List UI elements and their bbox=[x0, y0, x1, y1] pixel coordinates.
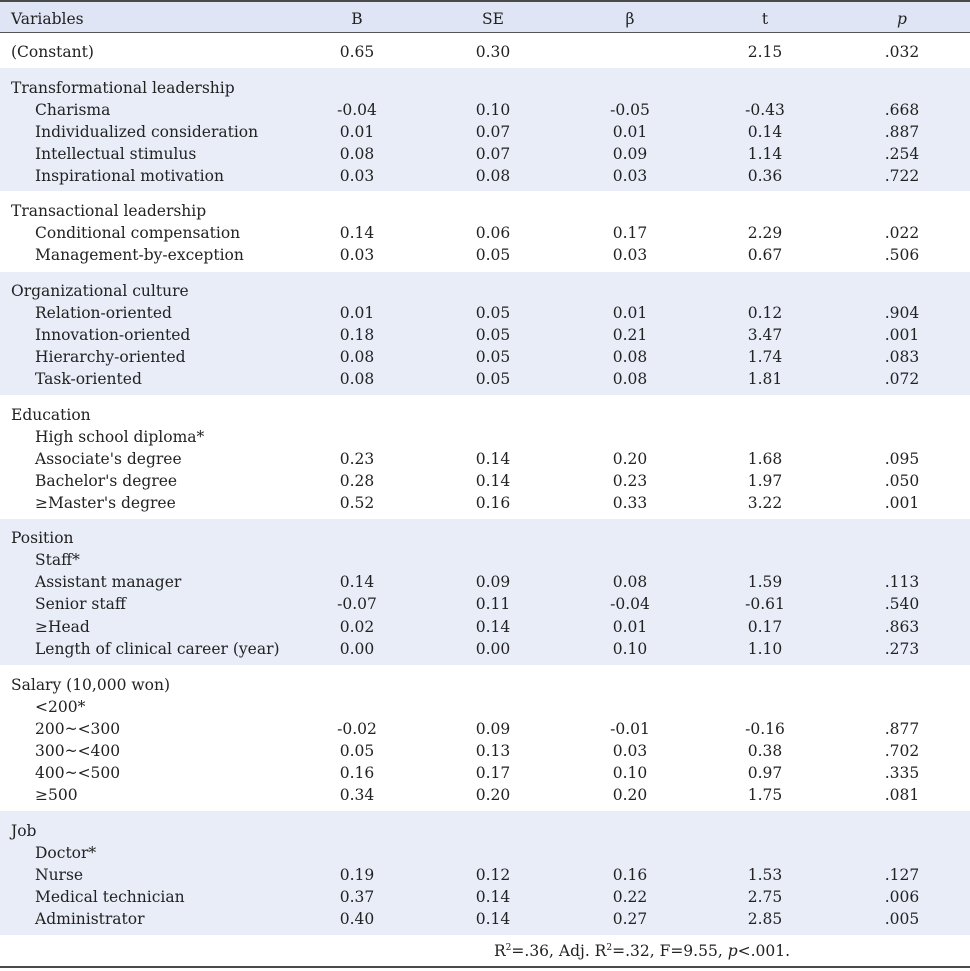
row-label: Education bbox=[11, 406, 91, 424]
table-row bbox=[0, 222, 970, 244]
cell-beta: 0.20 bbox=[612, 786, 648, 804]
row-label: Position bbox=[11, 529, 74, 547]
row-label: <200* bbox=[35, 698, 86, 716]
cell-b: -0.04 bbox=[337, 101, 377, 119]
cell-t: 1.59 bbox=[747, 573, 783, 591]
cell-p: .083 bbox=[884, 348, 920, 366]
f-stat: =.32, F=9.55, bbox=[612, 942, 728, 960]
cell-beta: 0.33 bbox=[612, 494, 648, 512]
cell-p: .668 bbox=[884, 101, 920, 119]
table-row bbox=[0, 593, 970, 615]
cell-beta: 0.08 bbox=[612, 573, 648, 591]
table-row bbox=[0, 346, 970, 368]
cell-t: 1.81 bbox=[747, 370, 783, 388]
row-label: Task-oriented bbox=[35, 370, 142, 388]
cell-b: -0.07 bbox=[337, 595, 377, 613]
group-heading-row bbox=[0, 527, 970, 549]
cell-beta: 0.10 bbox=[612, 640, 648, 658]
cell-b: 0.08 bbox=[339, 348, 375, 366]
cell-t: -0.16 bbox=[745, 720, 785, 738]
cell-se: 0.12 bbox=[475, 866, 511, 884]
group-heading-row bbox=[0, 404, 970, 426]
cell-se: 0.10 bbox=[475, 101, 511, 119]
row-label: Doctor* bbox=[35, 844, 97, 862]
table-row bbox=[0, 842, 970, 864]
table-row bbox=[0, 864, 970, 886]
row-label: Nurse bbox=[35, 866, 84, 884]
row-label: Medical technician bbox=[35, 888, 185, 906]
r2-prefix: R bbox=[494, 942, 506, 960]
group-heading-row bbox=[0, 200, 970, 222]
table-row bbox=[0, 549, 970, 571]
cell-se: 0.06 bbox=[475, 224, 511, 242]
row-label: Staff* bbox=[35, 551, 80, 569]
cell-t: -0.43 bbox=[745, 101, 785, 119]
cell-t: 3.22 bbox=[747, 494, 783, 512]
cell-t: 1.97 bbox=[747, 472, 783, 490]
row-label: ≥500 bbox=[35, 786, 78, 804]
bottom-rule bbox=[0, 966, 970, 968]
row-label: 300~<400 bbox=[35, 742, 121, 760]
cell-t: 0.17 bbox=[747, 618, 783, 636]
cell-b: 0.01 bbox=[339, 304, 375, 322]
cell-b: 0.08 bbox=[339, 370, 375, 388]
cell-t: 0.67 bbox=[747, 246, 783, 264]
table-row bbox=[0, 616, 970, 638]
row-label: Individualized consideration bbox=[35, 123, 259, 141]
cell-p: .006 bbox=[884, 888, 920, 906]
row-label: Length of clinical career (year) bbox=[35, 640, 280, 658]
cell-b: 0.40 bbox=[339, 910, 375, 928]
table-row bbox=[0, 244, 970, 266]
header-t: t bbox=[761, 10, 769, 28]
cell-b: 0.37 bbox=[339, 888, 375, 906]
cell-se: 0.30 bbox=[475, 43, 511, 61]
cell-b: 0.01 bbox=[339, 123, 375, 141]
cell-beta: 0.01 bbox=[612, 618, 648, 636]
cell-beta: 0.23 bbox=[612, 472, 648, 490]
cell-t: 3.47 bbox=[747, 326, 783, 344]
cell-t: 0.97 bbox=[747, 764, 783, 782]
cell-b: 0.16 bbox=[339, 764, 375, 782]
cell-p: .005 bbox=[884, 910, 920, 928]
group-heading-row bbox=[0, 674, 970, 696]
cell-p: .887 bbox=[884, 123, 920, 141]
row-label: Associate's degree bbox=[35, 450, 182, 468]
table-row bbox=[0, 99, 970, 121]
cell-b: 0.00 bbox=[339, 640, 375, 658]
cell-se: 0.05 bbox=[475, 246, 511, 264]
table-row bbox=[0, 492, 970, 514]
header-beta: β bbox=[625, 10, 635, 28]
cell-t: 1.68 bbox=[747, 450, 783, 468]
cell-se: 0.16 bbox=[475, 494, 511, 512]
row-label: (Constant) bbox=[11, 43, 94, 61]
cell-b: 0.34 bbox=[339, 786, 375, 804]
table-row bbox=[0, 324, 970, 346]
row-label: ≥Master's degree bbox=[35, 494, 176, 512]
cell-t: 2.29 bbox=[747, 224, 783, 242]
table-row bbox=[0, 571, 970, 593]
cell-p: .113 bbox=[884, 573, 920, 591]
cell-t: 1.10 bbox=[747, 640, 783, 658]
cell-se: 0.14 bbox=[475, 472, 511, 490]
cell-p: .001 bbox=[884, 326, 920, 344]
table-row bbox=[0, 165, 970, 187]
cell-p: .050 bbox=[884, 472, 920, 490]
cell-b: 0.65 bbox=[339, 43, 375, 61]
cell-se: 0.05 bbox=[475, 326, 511, 344]
adj-r2-sup: 2 bbox=[606, 943, 613, 953]
cell-p: .904 bbox=[884, 304, 920, 322]
cell-p: .022 bbox=[884, 224, 920, 242]
cell-t: 2.85 bbox=[747, 910, 783, 928]
cell-p: .335 bbox=[884, 764, 920, 782]
cell-se: 0.20 bbox=[475, 786, 511, 804]
cell-t: 1.74 bbox=[747, 348, 783, 366]
cell-b: 0.52 bbox=[339, 494, 375, 512]
table-row bbox=[0, 470, 970, 492]
cell-p: .032 bbox=[884, 43, 920, 61]
cell-b: 0.14 bbox=[339, 573, 375, 591]
p-symbol: p bbox=[727, 942, 738, 960]
p-threshold: <.001. bbox=[737, 942, 791, 960]
row-label: Administrator bbox=[35, 910, 145, 928]
table-row bbox=[0, 718, 970, 740]
row-label: 200~<300 bbox=[35, 720, 121, 738]
row-label: Job bbox=[11, 822, 37, 840]
cell-beta: -0.05 bbox=[610, 101, 650, 119]
cell-beta: 0.27 bbox=[612, 910, 648, 928]
table-row bbox=[0, 41, 970, 63]
cell-b: 0.28 bbox=[339, 472, 375, 490]
row-label: Transformational leadership bbox=[11, 79, 235, 97]
cell-t: -0.61 bbox=[745, 595, 785, 613]
cell-se: 0.17 bbox=[475, 764, 511, 782]
cell-b: 0.08 bbox=[339, 145, 375, 163]
cell-p: .072 bbox=[884, 370, 920, 388]
row-label: Transactional leadership bbox=[11, 202, 207, 220]
cell-t: 0.38 bbox=[747, 742, 783, 760]
cell-se: 0.14 bbox=[475, 618, 511, 636]
row-label: Intellectual stimulus bbox=[35, 145, 197, 163]
table-row bbox=[0, 908, 970, 930]
cell-se: 0.14 bbox=[475, 910, 511, 928]
cell-b: 0.19 bbox=[339, 866, 375, 884]
cell-beta: 0.09 bbox=[612, 145, 648, 163]
cell-beta: 0.21 bbox=[612, 326, 648, 344]
cell-beta: 0.01 bbox=[612, 304, 648, 322]
cell-p: .273 bbox=[884, 640, 920, 658]
row-label: 400~<500 bbox=[35, 764, 121, 782]
cell-beta: 0.08 bbox=[612, 348, 648, 366]
cell-beta: 0.16 bbox=[612, 866, 648, 884]
cell-beta: 0.03 bbox=[612, 167, 648, 185]
cell-p: .127 bbox=[884, 866, 920, 884]
row-label: Bachelor's degree bbox=[35, 472, 178, 490]
cell-p: .081 bbox=[884, 786, 920, 804]
cell-se: 0.08 bbox=[475, 167, 511, 185]
row-label: Inspirational motivation bbox=[35, 167, 224, 185]
header-variables: Variables bbox=[11, 10, 84, 28]
table-row bbox=[0, 638, 970, 660]
table-row bbox=[0, 886, 970, 908]
row-label: High school diploma* bbox=[35, 428, 205, 446]
cell-beta: 0.10 bbox=[612, 764, 648, 782]
table-row bbox=[0, 143, 970, 165]
row-label: Management-by-exception bbox=[35, 246, 244, 264]
row-label: Assistant manager bbox=[35, 573, 182, 591]
table-row bbox=[0, 448, 970, 470]
cell-se: 0.00 bbox=[475, 640, 511, 658]
cell-se: 0.05 bbox=[475, 370, 511, 388]
cell-beta: 0.03 bbox=[612, 742, 648, 760]
row-label: Hierarchy-oriented bbox=[35, 348, 186, 366]
row-label: Charisma bbox=[35, 101, 111, 119]
cell-se: 0.07 bbox=[475, 123, 511, 141]
group-heading-row bbox=[0, 280, 970, 302]
cell-t: 0.36 bbox=[747, 167, 783, 185]
cell-b: 0.02 bbox=[339, 618, 375, 636]
cell-se: 0.14 bbox=[475, 888, 511, 906]
cell-p: .095 bbox=[884, 450, 920, 468]
header-p: p bbox=[897, 10, 907, 28]
cell-t: 0.14 bbox=[747, 123, 783, 141]
row-label: Conditional compensation bbox=[35, 224, 241, 242]
cell-p: .001 bbox=[884, 494, 920, 512]
row-label: Innovation-oriented bbox=[35, 326, 191, 344]
r2-value: =.36, Adj. R bbox=[511, 942, 607, 960]
cell-b: 0.23 bbox=[339, 450, 375, 468]
cell-t: 0.12 bbox=[747, 304, 783, 322]
table-row bbox=[0, 740, 970, 762]
cell-b: 0.14 bbox=[339, 224, 375, 242]
cell-t: 1.14 bbox=[747, 145, 783, 163]
cell-p: .506 bbox=[884, 246, 920, 264]
cell-beta: 0.20 bbox=[612, 450, 648, 468]
table-row bbox=[0, 762, 970, 784]
cell-se: 0.14 bbox=[475, 450, 511, 468]
table-header bbox=[0, 0, 970, 33]
cell-beta: -0.04 bbox=[610, 595, 650, 613]
cell-se: 0.09 bbox=[475, 573, 511, 591]
cell-t: 1.53 bbox=[747, 866, 783, 884]
cell-b: 0.18 bbox=[339, 326, 375, 344]
table-row bbox=[0, 368, 970, 390]
table-row bbox=[0, 696, 970, 718]
cell-se: 0.09 bbox=[475, 720, 511, 738]
r2-sup: 2 bbox=[505, 943, 512, 953]
cell-beta: 0.01 bbox=[612, 123, 648, 141]
cell-p: .540 bbox=[884, 595, 920, 613]
cell-b: 0.03 bbox=[339, 246, 375, 264]
cell-b: -0.02 bbox=[337, 720, 377, 738]
cell-se: 0.07 bbox=[475, 145, 511, 163]
header-b: B bbox=[351, 10, 363, 28]
cell-se: 0.05 bbox=[475, 348, 511, 366]
row-label: Salary (10,000 won) bbox=[11, 676, 170, 694]
group-heading-row bbox=[0, 77, 970, 99]
cell-p: .863 bbox=[884, 618, 920, 636]
row-label: Senior staff bbox=[35, 595, 126, 613]
row-label: Organizational culture bbox=[11, 282, 189, 300]
cell-beta: 0.03 bbox=[612, 246, 648, 264]
cell-beta: -0.01 bbox=[610, 720, 650, 738]
cell-b: 0.03 bbox=[339, 167, 375, 185]
cell-t: 2.75 bbox=[747, 888, 783, 906]
table-row bbox=[0, 302, 970, 324]
table-row bbox=[0, 121, 970, 143]
cell-beta: 0.17 bbox=[612, 224, 648, 242]
header-se: SE bbox=[482, 10, 504, 28]
table-row bbox=[0, 784, 970, 806]
cell-b: 0.05 bbox=[339, 742, 375, 760]
row-label: ≥Head bbox=[35, 618, 90, 636]
cell-p: .254 bbox=[884, 145, 920, 163]
cell-p: .702 bbox=[884, 742, 920, 760]
row-label: Relation-oriented bbox=[35, 304, 172, 322]
cell-se: 0.13 bbox=[475, 742, 511, 760]
cell-p: .722 bbox=[884, 167, 920, 185]
cell-se: 0.11 bbox=[475, 595, 511, 613]
cell-beta: 0.22 bbox=[612, 888, 648, 906]
cell-t: 2.15 bbox=[747, 43, 783, 61]
table-row bbox=[0, 426, 970, 448]
cell-se: 0.05 bbox=[475, 304, 511, 322]
cell-t: 1.75 bbox=[747, 786, 783, 804]
cell-p: .877 bbox=[884, 720, 920, 738]
model-fit-note bbox=[0, 940, 970, 962]
cell-beta: 0.08 bbox=[612, 370, 648, 388]
group-heading-row bbox=[0, 820, 970, 842]
